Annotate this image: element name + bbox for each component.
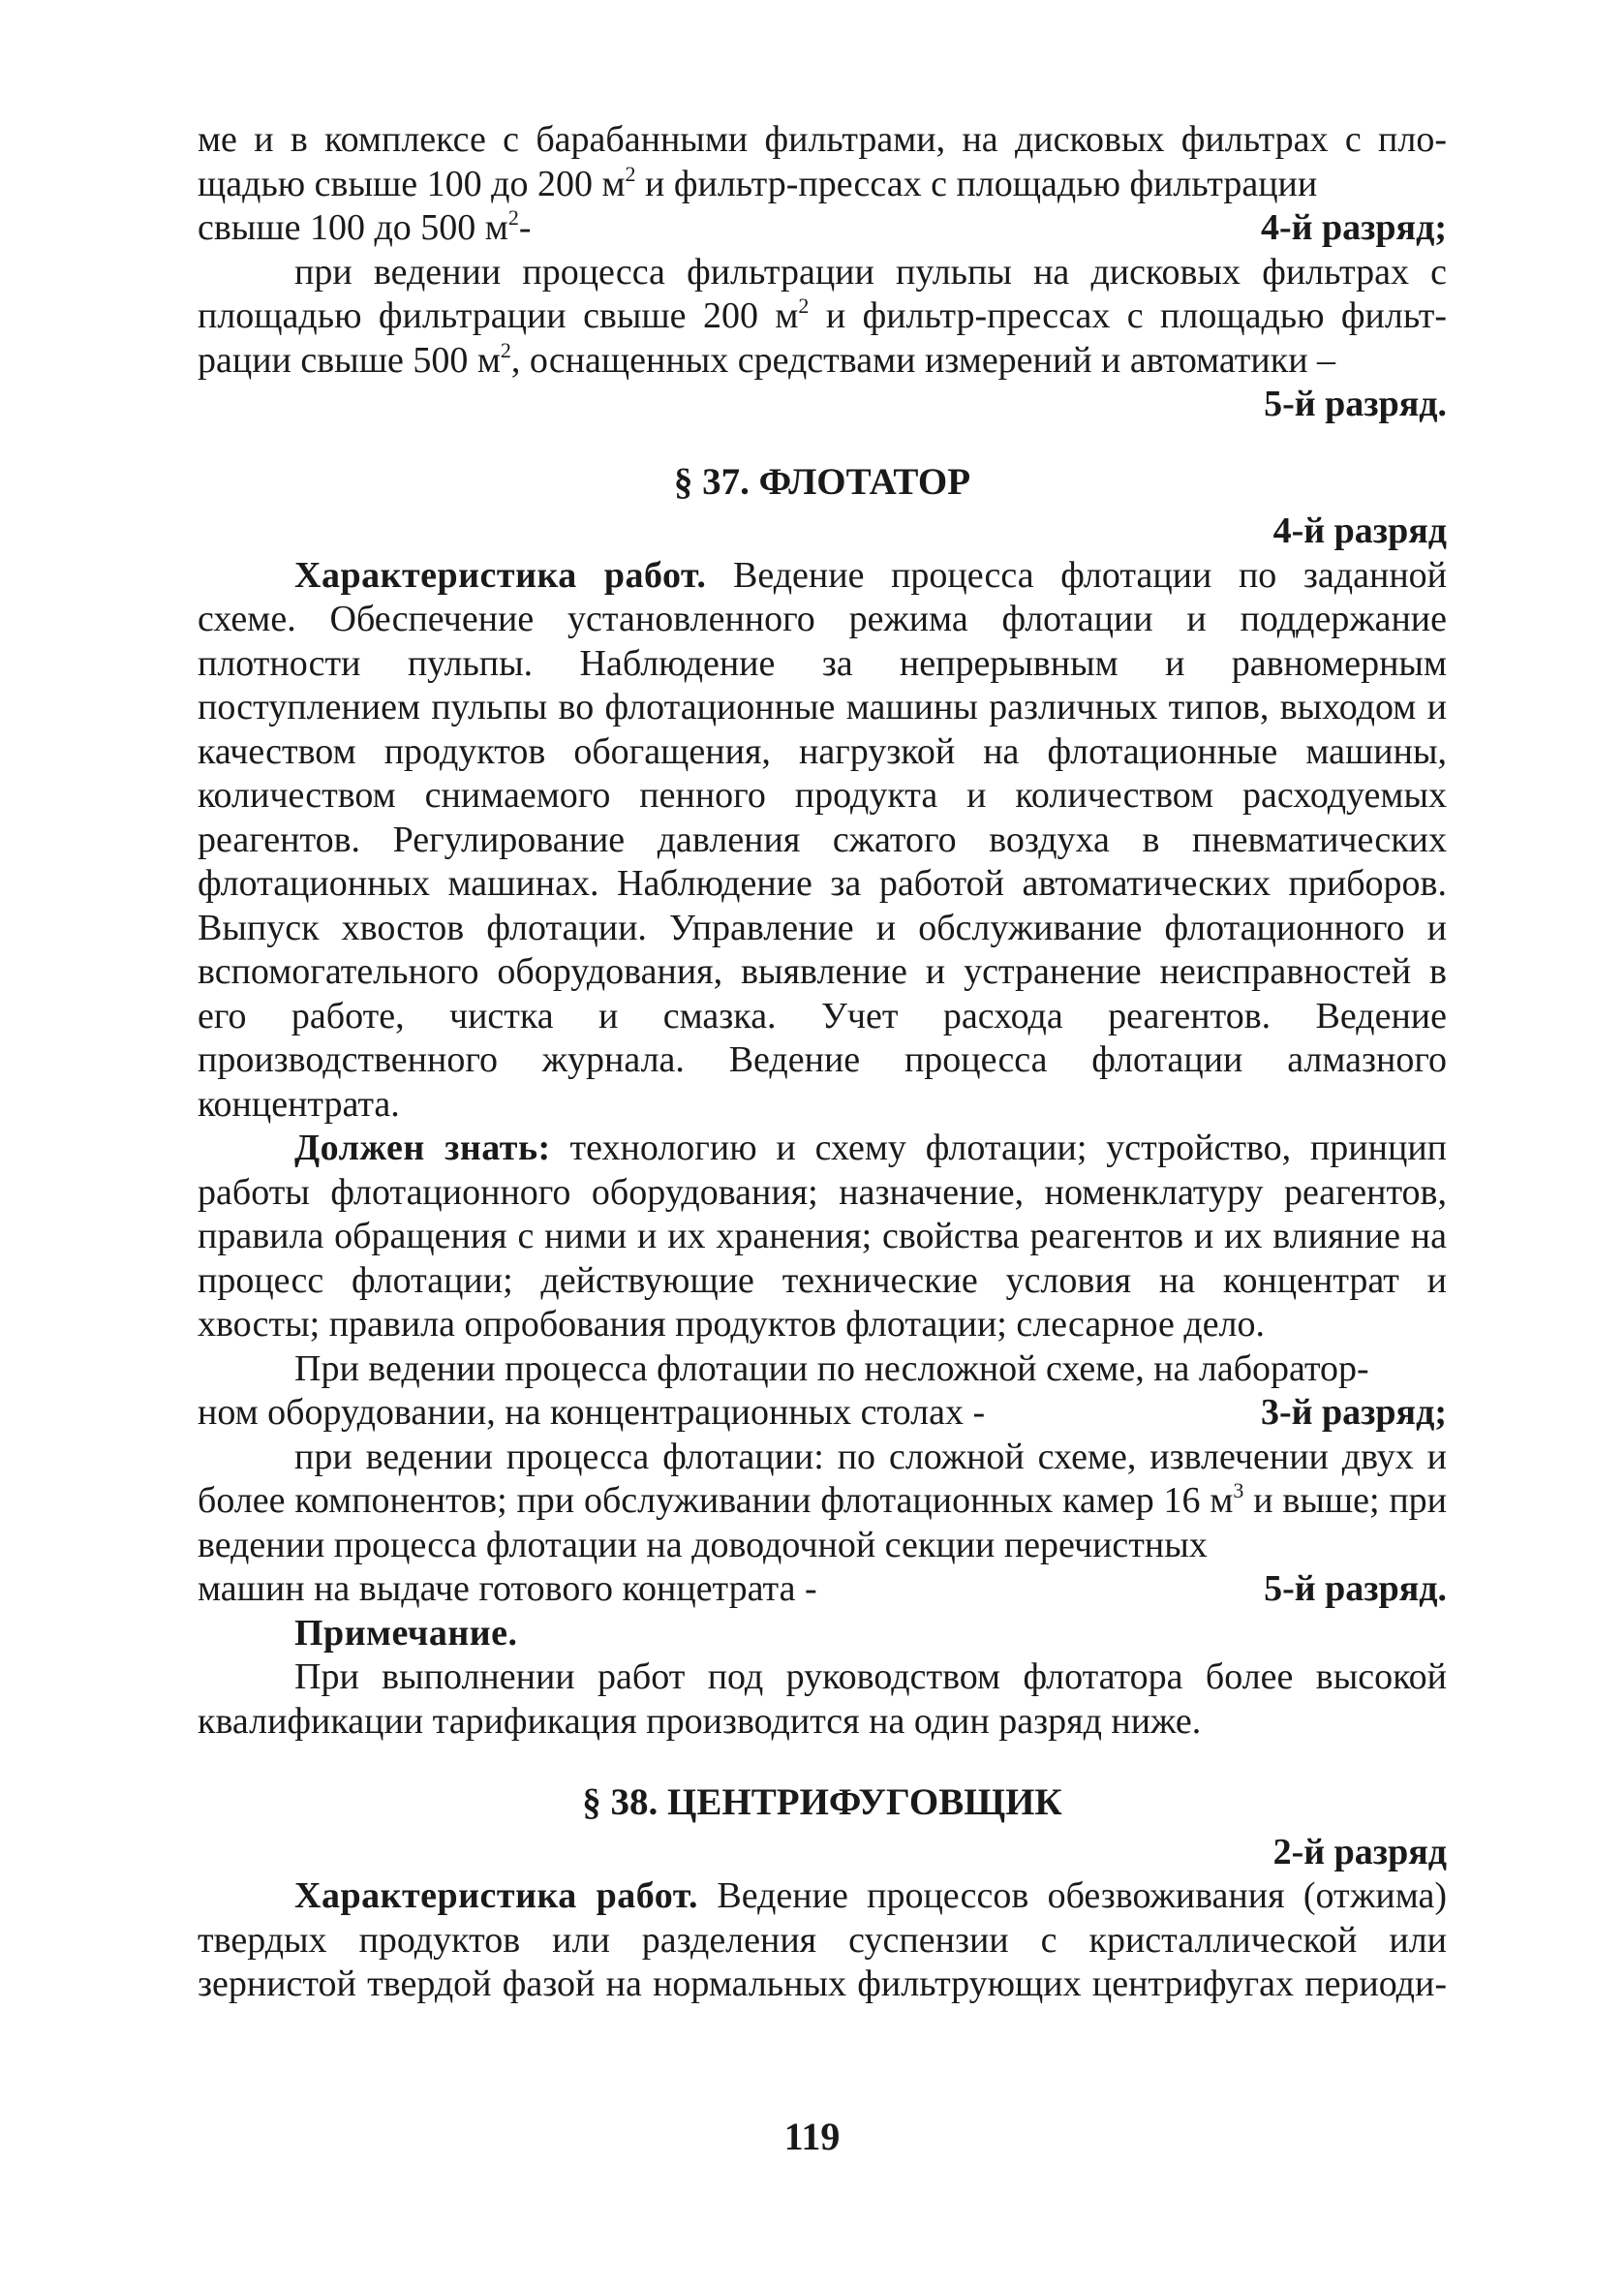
rank-label: 3-й разряд; [1260, 1392, 1447, 1433]
section-38-heading: § 38. ЦЕНТРИФУГОВЩИК [582, 1781, 1062, 1823]
page-number: 119 [783, 2115, 841, 2158]
continuation-rank-line [198, 206, 1447, 251]
para1-line3-tail: - [518, 207, 532, 248]
section-37-p3-line1: При ведении процесса флотации по несложной схеме, на лаборатор- [294, 1347, 1369, 1389]
p4-text-a: при ведении процесса флотации: по сложной схеме, извлечении двух и более компонентов; при обслуживании флотационных камер 16 м [198, 1436, 1447, 1521]
section-37-heading: § 37. ФЛОТАТОР [673, 460, 971, 503]
section-37-characteristics [198, 554, 1447, 1128]
section-38-rank: 2-й разряд [1272, 1831, 1447, 1872]
para1-line2a: щадью свыше 100 до 200 м [198, 163, 626, 204]
rank-label: 4-й разряд; [1260, 207, 1447, 248]
characteristics-text: Ведение процесса флотации по заданной схеме. Обеспечение установленного режима флотации и поддержание плотности пульпы. Наблюдение за непрерывным и равномерным поступлением пульпы во флотационные машины различных типов, выходом и качеством продуктов обогащения, нагрузкой на флотационные машины, количеством снимаемого пенного продукта и количеством расходуемых реагентов. Регулирование давления сжатого воздуха в пневматических флотационных машинах. Наблюдение за работой автоматических приборов. Выпуск хвостов флотации. Управление и обслуживание флотационного и вспомогательного оборудования, выявление и устранение неисправностей в его работе, чистка и смазка. Учет расхода реагентов. Ведение производственного журнала. Ведение процесса флотации алмазного концентрата. [198, 554, 1448, 1125]
knowledge-label: Должен знать: [294, 1128, 551, 1168]
note-text: При выполнении работ под руководством флотатора более высокой квалификации тарификация производится на один разряд ниже. [198, 1656, 1447, 1742]
superscript: 3 [1233, 1478, 1244, 1502]
superscript: 2 [798, 294, 810, 318]
p4-line4: машин на выдаче готового концетрата - [198, 1568, 817, 1609]
superscript: 2 [625, 161, 636, 186]
p4-text-b: и выше; при ведении процесса флотации на доводочной секции перечистных [198, 1480, 1448, 1565]
section-37-p3-rank-line [198, 1391, 1447, 1436]
rank-label: 5-й разряд. [1264, 1568, 1447, 1609]
continuation-paragraph-2 [198, 251, 1447, 384]
section-38-characteristics [198, 1874, 1447, 2007]
superscript: 2 [500, 337, 511, 362]
para1-line3: свыше 100 до 500 м [198, 207, 508, 248]
characteristics-label: Характеристика работ. [294, 1875, 699, 1916]
knowledge-text: технологию и схему флотации; устройство, принцип работы флотационного оборудования; назначение, номенклатуру реагентов, правила обращения с ними и их хранения; свойства реагентов и их влияние на процесс флотации; действующие технические условия на концентрат и хвосты; правила опробования продуктов флотации; слесарное дело. [198, 1128, 1447, 1345]
section-37-p4-rank-line [198, 1567, 1447, 1612]
p3-line2: ном оборудовании, на концентрационных столах - [198, 1392, 986, 1433]
rank-label: 5-й разряд. [1264, 384, 1447, 424]
text-column [198, 118, 1447, 2007]
para2-text-b: и фильтр-прессах с площадью фильт-рации свыше 500 м [198, 295, 1447, 381]
superscript: 2 [507, 205, 519, 230]
para1-line2b: и фильтр-прессах с площадью фильтрации [635, 163, 1318, 204]
section-37-knowledge [198, 1127, 1447, 1347]
section-37-p4 [198, 1436, 1447, 1568]
characteristics-text: Ведение процессов обезвоживания (отжима) твердых продуктов или разделения суспензии с кристаллической или зернистой твердой фазой на нормальных фильтрующих центрифугах периоди- [198, 1875, 1447, 2004]
para2-text-a: при ведении процесса фильтрации пульпы на дисковых фильтрах с площадью фильтрации свыше 200 м [198, 251, 1447, 336]
characteristics-label: Характеристика работ. [294, 554, 707, 596]
note-label: Примечание. [294, 1612, 518, 1654]
section-37-rank: 4-й разряд [1272, 510, 1447, 551]
para1-line1: ме и в комплексе с барабанными фильтрами, на дисковых фильтрах с пло- [198, 119, 1447, 160]
para2-text-c: , оснащенных средствами измерений и автоматики – [510, 339, 1336, 381]
continuation-paragraph [198, 118, 1447, 206]
